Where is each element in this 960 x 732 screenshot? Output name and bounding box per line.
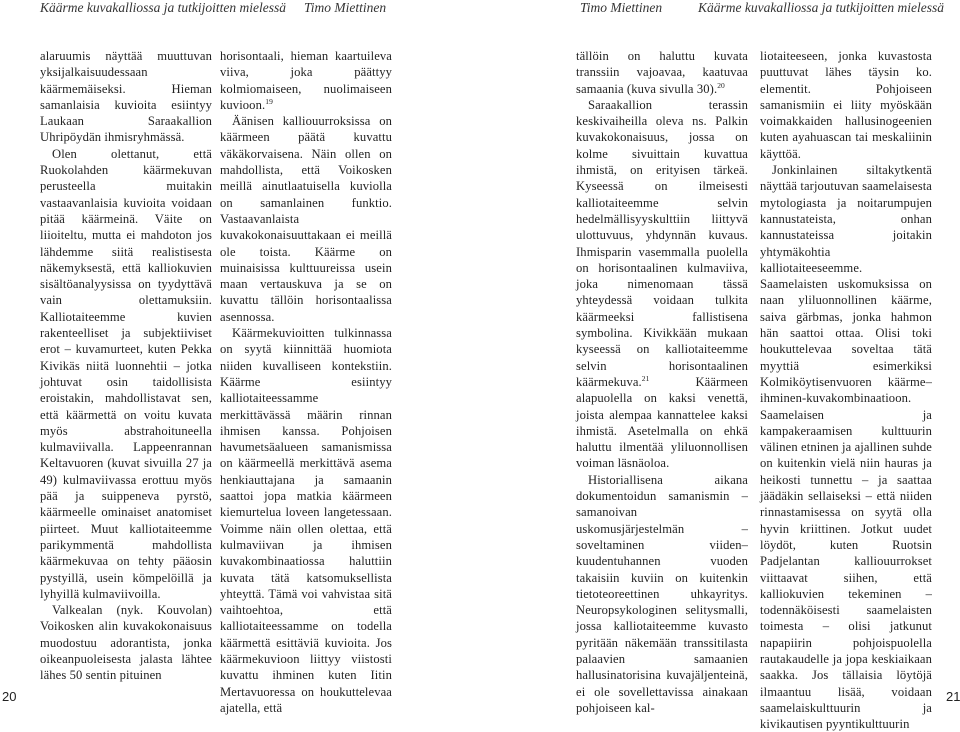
footnote-ref: 21 [641,373,650,383]
footnote-ref: 19 [265,96,273,106]
left-header-author: Timo Miettinen [304,0,387,15]
paragraph: liotaiteeseen, jonka kuvastosta puuttuvat lähes täysin ko. elementit. Pohjoiseen samanismiin ei liity myöskään voimakkaiden hallusinogeenien kuten ayahuascan tai meskaliinin käyttöä. [760,49,932,161]
paragraph-text: Käärmeen alapuolella on kaksi venettä, joista alempaa kannattelee kaksi ihmistä. Asetelmalla on ehkä haluttu ilmentää yliluonnollisen voiman läsnäoloa. [576,374,748,471]
paragraph [576,97,748,472]
paragraph-text: tällöin on haluttu kuvata transsiin vajoavaa, kaatuvaa samaania (kuva sivulla 30). [576,49,748,96]
right-header-title: Käärme kuvakalliossa ja tutkijoitten mielessä [698,0,944,15]
page-number-left: 20 [2,689,17,704]
paragraph [220,48,392,113]
page-number-right: 21 [946,689,960,704]
right-header-author: Timo Miettinen [580,0,663,15]
right-column-1 [576,48,748,716]
paragraph [576,48,748,97]
paragraph: Käärmekuvioitten tulkinnassa on syytä kiinnittää huomiota niiden kuvalliseen kontekstiin. Käärme esiintyy kalliotaiteessamme merkittävässä määrin rinnan ihmisen kanssa. Pohjoisen havumetsäalueen samanismissa on käärmeellä merkittävä asema henkiauttajana ja samaanin saattoi jopa matkia käärmeen kiemurtelua loveen langetessaan. Voimme näin ollen olettaa, että kulmaviivan ja ihmisen kuvakombinaatiossa haluttiin kuvata tätä katsomuksellista yhteyttä. Tämä voi vahvistaa sitä vaihtoehtoa, että kalliotaiteessamme on todella käärmettä esittäviä kuvioita. Jos käärmekuvioon liittyy viistosti kuvattu ihminen kuten Iitin Mertavuoressa on houkuttelevaa ajatella, että [220,326,392,715]
paragraph-text: horisontaali, hieman kaartuileva viiva, joka päättyy kolmiomaiseen, nuolimaiseen kuvioon. [220,49,392,112]
left-header-title: Käärme kuvakalliossa ja tutkijoitten mielessä [40,0,286,15]
paragraph: Jonkinlainen siltakytkentä näyttää tarjoutuvan saamelaisesta mytologiasta ja noitarumpujen kannustateista, onhan kannustateissa joitakin yhtymäkohtia kalliotaiteeseemme. Saamelaisten uskomuksissa on naan yliluonnollinen käärme, saiva gärbmas, jonka hahmon hän saattoi ottaa. Olisi toki houkuttelevaa soveltaa tätä myyttiä esimerkiksi Kolmiköytisenvuoren käärme–ihminen-kuvakombinaatioon. Saamelaisen ja kampakeraamisen kulttuurin välinen etninen ja ajallinen suhde on kuitenkin vielä niin hauras ja heikosti tunnettu – ja saattaa jäädäkin sellaiseksi – että niiden rinnastamisessa on syytä olla hyvin kriittinen. Jotkut uudet löydöt, kuten Ruotsin Padjelantan kalliouurrokset viittaavat siihen, että kalliokuvien tekeminen – todennäköisesti saamelaisten toimesta – olisi jatkunut napapiirin pohjoispuolella rautakaudelle ja jopa keskiaikaan saakka. Jos tällaisia löytöjä ilmaantuu lisää, voidaan saamelaiskulttuurin ja kivikautisen pyyntikulttuurin [760,163,932,732]
left-column-2 [220,48,392,716]
paragraph-text: Saraakallion terassin keskivaiheilla oleva ns. Palkin kuvakokonaisuus, jossa on kolme sivuittain kuvattua ihmistä, on erityisen tärkeä. Kyseessä on ilmeisesti kalliotaiteemme selvin hedelmällisyyskulttiin liittyvä ulottuvuus, yhdynnän kuvaus. Ihmisparin vasemmalla puolella on horisontaalinen kulmaviiva, joka nimenomaan tässä yhteydessä voidaan tulkita käärmeeksi fallistisena symbolina. Kivikkään mukaan kyseessä on kalliotaiteemme selvin horisontaalinen käärmekuva. [576,97,748,389]
left-page [0,0,480,715]
right-page [480,0,960,732]
paragraph: Äänisen kalliouurroksissa on käärmeen päätä kuvattu väkäkorvaisena. Näin ollen on mahdollista, että Voikosken meillä ainutlaatuisella kuviolla on samanlainen funktio. Vastaavanlaista kuvakokonaisuuttakaan ei meillä ole toista. Käärme on muinaisissa kulttuureissa usein maan vertauskuva ja se on kuvattu tällöin horisontaalissa asennossa. [220,114,392,324]
left-column-1 [40,48,212,684]
footnote-ref: 20 [717,80,725,90]
paragraph: Olen olettanut, että Ruokolahden käärmekuvan perusteella muitakin vastaavanlaisia kuvioita voidaan pitää käärmeinä. Väite on liioiteltu, mutta ei mahdoton jos lähdemme siitä realistisesta näkemyksestä, että kalliokuvien sisältöanalyysissa on tyydyttävä vain olettamuksiin. Kalliotaiteemme kuvien rakenteelliset ja subjektiiviset erot – kuvamurteet, kuten Pekka Kivikäs niitä luonnehtii – jotka johtuvat osin taidollisista eroistakin, mahdollistavat sen, että käärmettä on voitu kuvata myös abstrahoituneella kulmaviivalla. Lappeenrannan Keltavuoren (kuvat sivuilla 27 ja 49) kulmaviivassa erottuu myös pää ja suippeneva pyrstö, käärmeelle ominaiset anatomiset piirteet. Muut kalliotaiteemme parikymmentä mahdollista käärmekuvaa on tehty pääosin pystyillä, usein kömpelöillä ja lyhyillä kulmaviivoilla. [40,146,212,601]
paragraph: Valkealan (nyk. Kouvolan) Voikosken alin kuvakokonaisuus muodostuu adorantista, jonka oikeanpuoleisesta jalasta lähtee lähes 50 sentin pituinen [40,603,212,683]
paragraph: alaruumis näyttää muuttuvan yksijalkaisuudessaan käärmemäiseksi. Hieman samanlaisia kuvioita esiintyy Laukaan Saraakallion Uhripöydän ihmisryhmässä. [40,49,212,145]
right-column-2 [760,48,932,732]
paragraph: Historiallisena aikana dokumentoidun samanismin – samanoivan uskomusjärjestelmän – soveltaminen viiden–kuudentuhannen vuoden takaisiin kuviin on kuitenkin tietoteoreettinen uhkayritys. Neuropsykologinen selitysmalli, jossa kalliotaiteemme kuvasto pyritään näkemään transsitilasta palaavien samaanien hallusinatorisina kuvajäljenteinä, ei ole sovellettavissa ainakaan pohjoiseen kal- [576,472,748,715]
